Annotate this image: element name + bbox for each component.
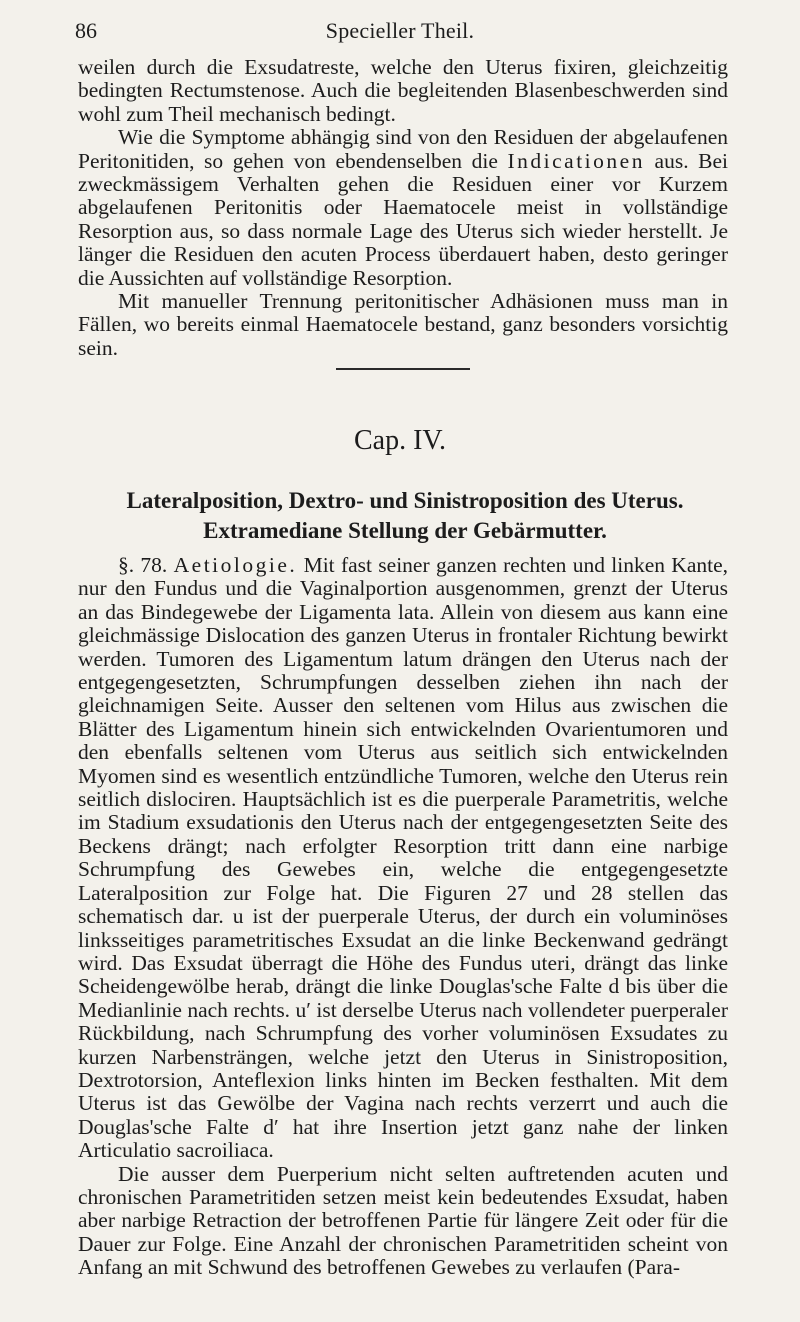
section-78-text [78,554,728,1280]
chapter-heading [60,486,750,546]
page-number: 86 [75,18,97,43]
intro-paragraph-2-start: Wie die Symptome abhängig sind von den Residuen der abgelaufenen Peritonitiden, so gehen von ebendenselben die [78,125,728,173]
chapter-label: Cap. IV. [353,425,447,456]
section-paragraph-1 [78,554,728,1163]
aetiologie-title: Aetiologie. [173,553,298,577]
section-paragraph-2: Die ausser dem Puerperium nicht selten auftretenden acuten und chronischen Parametritiden setzen meist kein bedeutendes Exsudat, haben aber narbige Retraction der betroffenen Partie für längere Zeit oder für die Dauer zur Folge. Eine Anzahl der chronischen Parametritiden scheint von Anfang an mit Schwund des betroffenen Gewebes zu verlaufen (Para- [78,1161,728,1280]
chapter-heading-line-2: Extramediane Stellung der Gebärmutter. [203,518,607,543]
section-number: §. 78. [118,553,168,577]
section-paragraph-1-text: Mit fast seiner ganzen rechten und linken Kante, nur den Fundus und die Vaginalportion ausgenommen, grenzt der Uterus an das Bindegewebe der Ligamenta lata. Allein von diesem aus kann eine gleichmässige Dislocation des ganzen Uterus in frontaler Richtung bewirkt werden. Tumoren des Ligamentum latum drängen den Uterus nach der entgegengesetzten, Schrumpfungen desselben ziehen ihn nach der gleichnamigen Seite. Ausser den seltenen vom Hilus aus zwischen die Blätter des Ligamentum hinein sich entwickelnden Ovarientumoren und den ebenfalls seltenen vom Uterus aus seitlich sich entwickelnden Myomen sind es wesentlich entzündliche Tumoren, welche den Uterus rein seitlich dislociren. Hauptsächlich ist es die puerperale Parametritis, welche im Stadium exsudationis den Uterus nach der entgegengesetzten Seite des Beckens drängt; nach erfolgter Resorption tritt dann eine narbige Schrumpfung des Gewebes ein, welche die entgegengesetzte Lateralposition zur Folge hat. Die Figuren 27 und 28 stellen das schematisch dar. u ist der puerperale Uterus, der durch ein voluminöses linksseitiges parametritisches Exsudat an die linke Beckenwand gedrängt wird. Das Exsudat überragt die Höhe des Fundus uteri, drängt das linke Scheidengewölbe herab, drängt die linke Douglas'sche Falte d bis über die Medianlinie nach rechts. u′ ist derselbe Uterus nach vollendeter puerperaler Rückbildung, nach Schrumpfung des vorher voluminösen Exsudates zu kurzen Narbensträngen, welche jetzt den Uterus in Sinistroposition, Dextrotorsion, Anteflexion links hinten im Becken festhalten. Mit dem Uterus ist das Gewölbe der Vagina nach rechts verzerrt und auch die Douglas'sche Falte d′ hat ihre Insertion jetzt ganz nahe der linken Articulatio sacroiliaca. [78,553,729,1163]
indicationen-emphasis: Indicationen [507,148,645,173]
running-title: Specieller Theil. [325,18,475,43]
running-head [75,16,725,46]
section-divider [336,368,470,370]
intro-paragraph-1: weilen durch die Exsudatreste, welche den Uterus fixiren, gleichzeitig bedingten Rectumstenose. Auch die begleitenden Blasenbeschwerden sind wohl zum Theil mechanisch bedingt. [78,55,728,126]
chapter-heading-line-1: Lateralposition, Dextro- und Sinistroposition des Uterus. [126,488,684,513]
intro-text [78,56,728,360]
intro-paragraph-2-end: aus. Bei zweckmässigem Verhalten gehen die Residuen einer vor Kurzem abgelaufenen Peritonitis oder Haematocele meist in vollständige Resorption aus, so dass normale Lage des Uterus sich wieder herstellt. Je länger die Residuen den acuten Process überdauert haben, desto geringer die Aussichten auf vollständige Resorption. [78,148,729,290]
intro-paragraph-3: Mit manueller Trennung peritonitischer Adhäsionen muss man in Fällen, wo bereits einmal Haematocele bestand, ganz besonders vorsichtig sein. [78,289,728,360]
intro-paragraph-2 [78,126,728,290]
